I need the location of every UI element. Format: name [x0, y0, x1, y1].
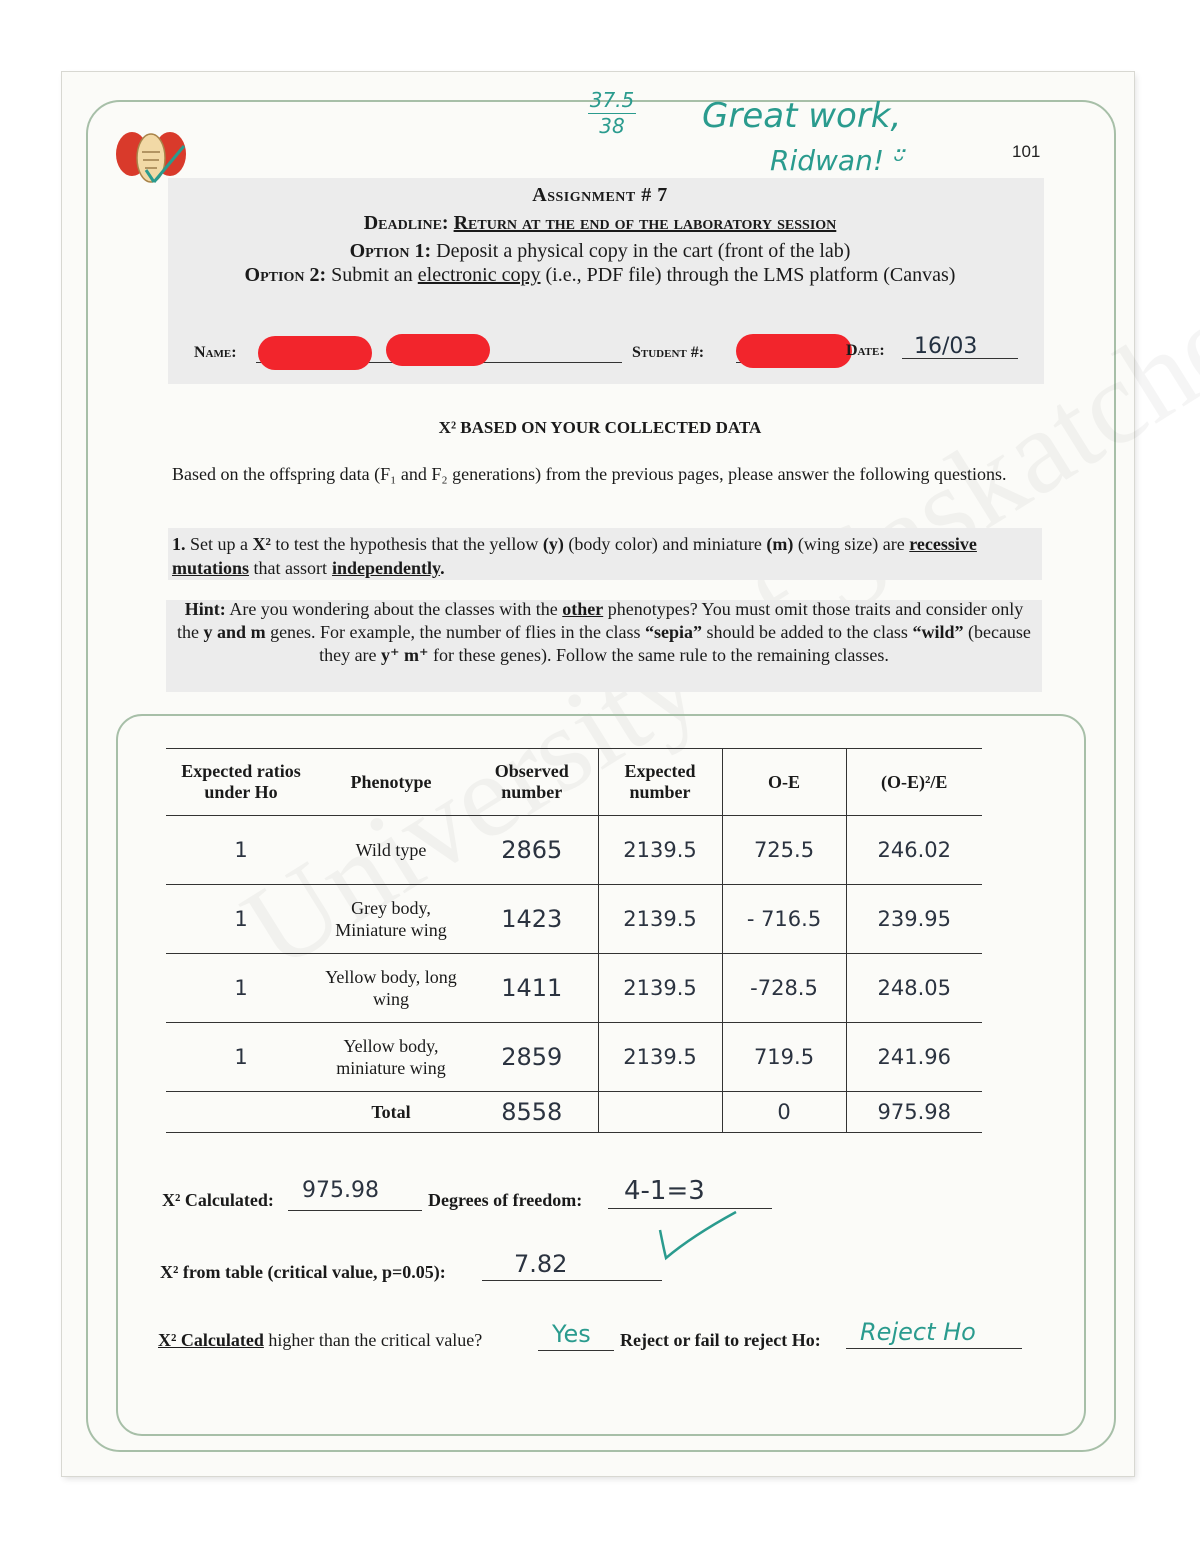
option-2 — [0, 264, 1200, 287]
q1-m: (m) — [766, 534, 794, 554]
hint-genes: y⁺ m⁺ — [381, 645, 429, 665]
reject-line — [846, 1348, 1022, 1349]
table-header-row — [166, 749, 982, 816]
deadline-text: Return at the end of the laboratory session — [453, 212, 837, 234]
higher-label-a: X² Calculated — [158, 1330, 264, 1350]
assignment-title: Assignment # 7 — [532, 184, 668, 206]
row-oe: -728.5 — [722, 954, 846, 1023]
checkmark-icon — [652, 1206, 740, 1264]
hint-e: (because they are — [319, 622, 1031, 665]
intro-text: Based on the offspring data (F₁ and F₂ generations) from the previous pages, please answer the following questions. — [172, 464, 1007, 484]
header-ratio: Expected ratios under Ho — [166, 749, 316, 816]
row-observed: 2865 — [466, 816, 598, 885]
total-expected — [598, 1092, 722, 1133]
chi-square-table — [166, 748, 982, 1133]
option-1 — [0, 240, 1200, 263]
higher-value: Yes — [552, 1320, 591, 1348]
total-oe: 0 — [722, 1092, 846, 1133]
option2-pre: Submit an — [331, 264, 413, 286]
hint-b: phenotypes? You must omit those traits and consider only the — [177, 599, 1024, 642]
higher-question — [158, 1330, 482, 1351]
option1-text: Deposit a physical copy in the cart (front of the lab) — [436, 240, 851, 262]
q1-number: 1. — [172, 534, 186, 554]
row-oe: 725.5 — [722, 816, 846, 885]
x2-calc-value: 975.98 — [302, 1178, 379, 1203]
row-chi: 239.95 — [846, 885, 982, 954]
deadline — [0, 212, 1200, 235]
row-oe: 719.5 — [722, 1023, 846, 1092]
header-expected: Expected number — [598, 749, 722, 816]
date-label: Date: — [846, 342, 885, 359]
row-ratio: 1 — [166, 1023, 316, 1092]
table-total-row — [166, 1092, 982, 1133]
reject-label: Reject or fail to reject Ho: — [620, 1330, 821, 1350]
redaction-1 — [258, 336, 372, 370]
row-expected: 2139.5 — [598, 885, 722, 954]
date-value: 16/03 — [914, 334, 978, 359]
header-phenotype: Phenotype — [316, 749, 466, 816]
student-label: Student #: — [632, 344, 705, 361]
row-expected: 2139.5 — [598, 954, 722, 1023]
q1-y: (y) — [542, 534, 564, 554]
row-ratio: 1 — [166, 885, 316, 954]
q1-recessive: recessive mutations — [172, 534, 977, 578]
page-number: 101 — [1012, 142, 1041, 161]
row-phenotype: Grey body, Miniature wing — [316, 885, 466, 954]
hint-text — [172, 598, 1036, 667]
hint-other: other — [562, 599, 604, 619]
total-blank — [166, 1092, 316, 1133]
total-observed: 8558 — [466, 1092, 598, 1133]
x2-calc-line — [288, 1210, 422, 1211]
table-row — [166, 954, 982, 1023]
row-phenotype: Yellow body, miniature wing — [316, 1023, 466, 1092]
q1-text-d: (wing size) are — [797, 534, 905, 554]
higher-line — [538, 1350, 614, 1351]
option2-label: Option 2: — [244, 264, 327, 286]
df-value: 4-1=3 — [624, 1176, 705, 1206]
question-1 — [172, 532, 1040, 580]
row-observed: 2859 — [466, 1023, 598, 1092]
hint-f: for these genes). Follow the same rule to the remaining classes. — [433, 645, 889, 665]
q1-text-a: Set up a — [190, 534, 248, 554]
row-chi: 246.02 — [846, 816, 982, 885]
grade-total: 38 — [588, 113, 636, 138]
q1-text-b: to test the hypothesis that the yellow — [275, 534, 539, 554]
hint-label: Hint: — [184, 599, 226, 619]
option1-label: Option 1: — [349, 240, 432, 262]
x2-table-value: 7.82 — [514, 1250, 568, 1278]
q1-text-f: that assort — [253, 558, 328, 578]
hint-c: genes. For example, the number of flies in the class — [270, 622, 641, 642]
header-observed: Observed number — [466, 749, 598, 816]
hint-ym: y and m — [203, 622, 266, 642]
option2-post: (i.e., PDF file) through the LMS platform (Canvas) — [545, 264, 956, 286]
total-label: Total — [316, 1092, 466, 1133]
redaction-3 — [736, 334, 852, 368]
q1-period: . — [440, 558, 445, 578]
teacher-comment-line1: Great work, — [702, 96, 902, 136]
q1-independently: independently — [332, 558, 441, 578]
total-chi: 975.98 — [846, 1092, 982, 1133]
row-oe: - 716.5 — [722, 885, 846, 954]
row-observed: 1423 — [466, 885, 598, 954]
option2-link: electronic copy — [417, 264, 541, 286]
redaction-2 — [386, 334, 490, 366]
name-label: Name: — [194, 344, 237, 361]
row-phenotype: Wild type — [316, 816, 466, 885]
reject-value: Reject Ho — [860, 1318, 976, 1346]
row-ratio: 1 — [166, 816, 316, 885]
row-ratio: 1 — [166, 954, 316, 1023]
row-chi: 248.05 — [846, 954, 982, 1023]
row-chi: 241.96 — [846, 1023, 982, 1092]
deadline-label: Deadline: — [363, 212, 449, 234]
hint-a: Are you wondering about the classes with the — [229, 599, 558, 619]
table-row — [166, 816, 982, 885]
x2-calc-label: X² Calculated: — [162, 1190, 274, 1210]
x2-table-label: X² from table (critical value, p=0.05): — [160, 1262, 446, 1282]
x2-table-line — [482, 1280, 662, 1281]
table-row — [166, 885, 982, 954]
hint-sepia: “sepia” — [644, 622, 702, 642]
table-row — [166, 1023, 982, 1092]
q1-x2: X² — [252, 534, 271, 554]
hint-d: should be added to the class — [706, 622, 908, 642]
grade — [588, 88, 636, 138]
row-observed: 1411 — [466, 954, 598, 1023]
section-title: X² BASED ON YOUR COLLECTED DATA — [438, 418, 762, 437]
teacher-comment-line2: Ridwan! ᵕ̈ — [770, 144, 905, 177]
grade-score: 37.5 — [589, 88, 635, 112]
row-expected: 2139.5 — [598, 1023, 722, 1092]
header-chi: (O-E)²/E — [846, 749, 982, 816]
df-label: Degrees of freedom: — [428, 1190, 583, 1210]
q1-text-c: (body color) and miniature — [568, 534, 762, 554]
row-phenotype: Yellow body, long wing — [316, 954, 466, 1023]
hint-wild: “wild” — [912, 622, 964, 642]
row-expected: 2139.5 — [598, 816, 722, 885]
higher-label-b: higher than the critical value? — [268, 1330, 483, 1350]
header-oe: O-E — [722, 749, 846, 816]
